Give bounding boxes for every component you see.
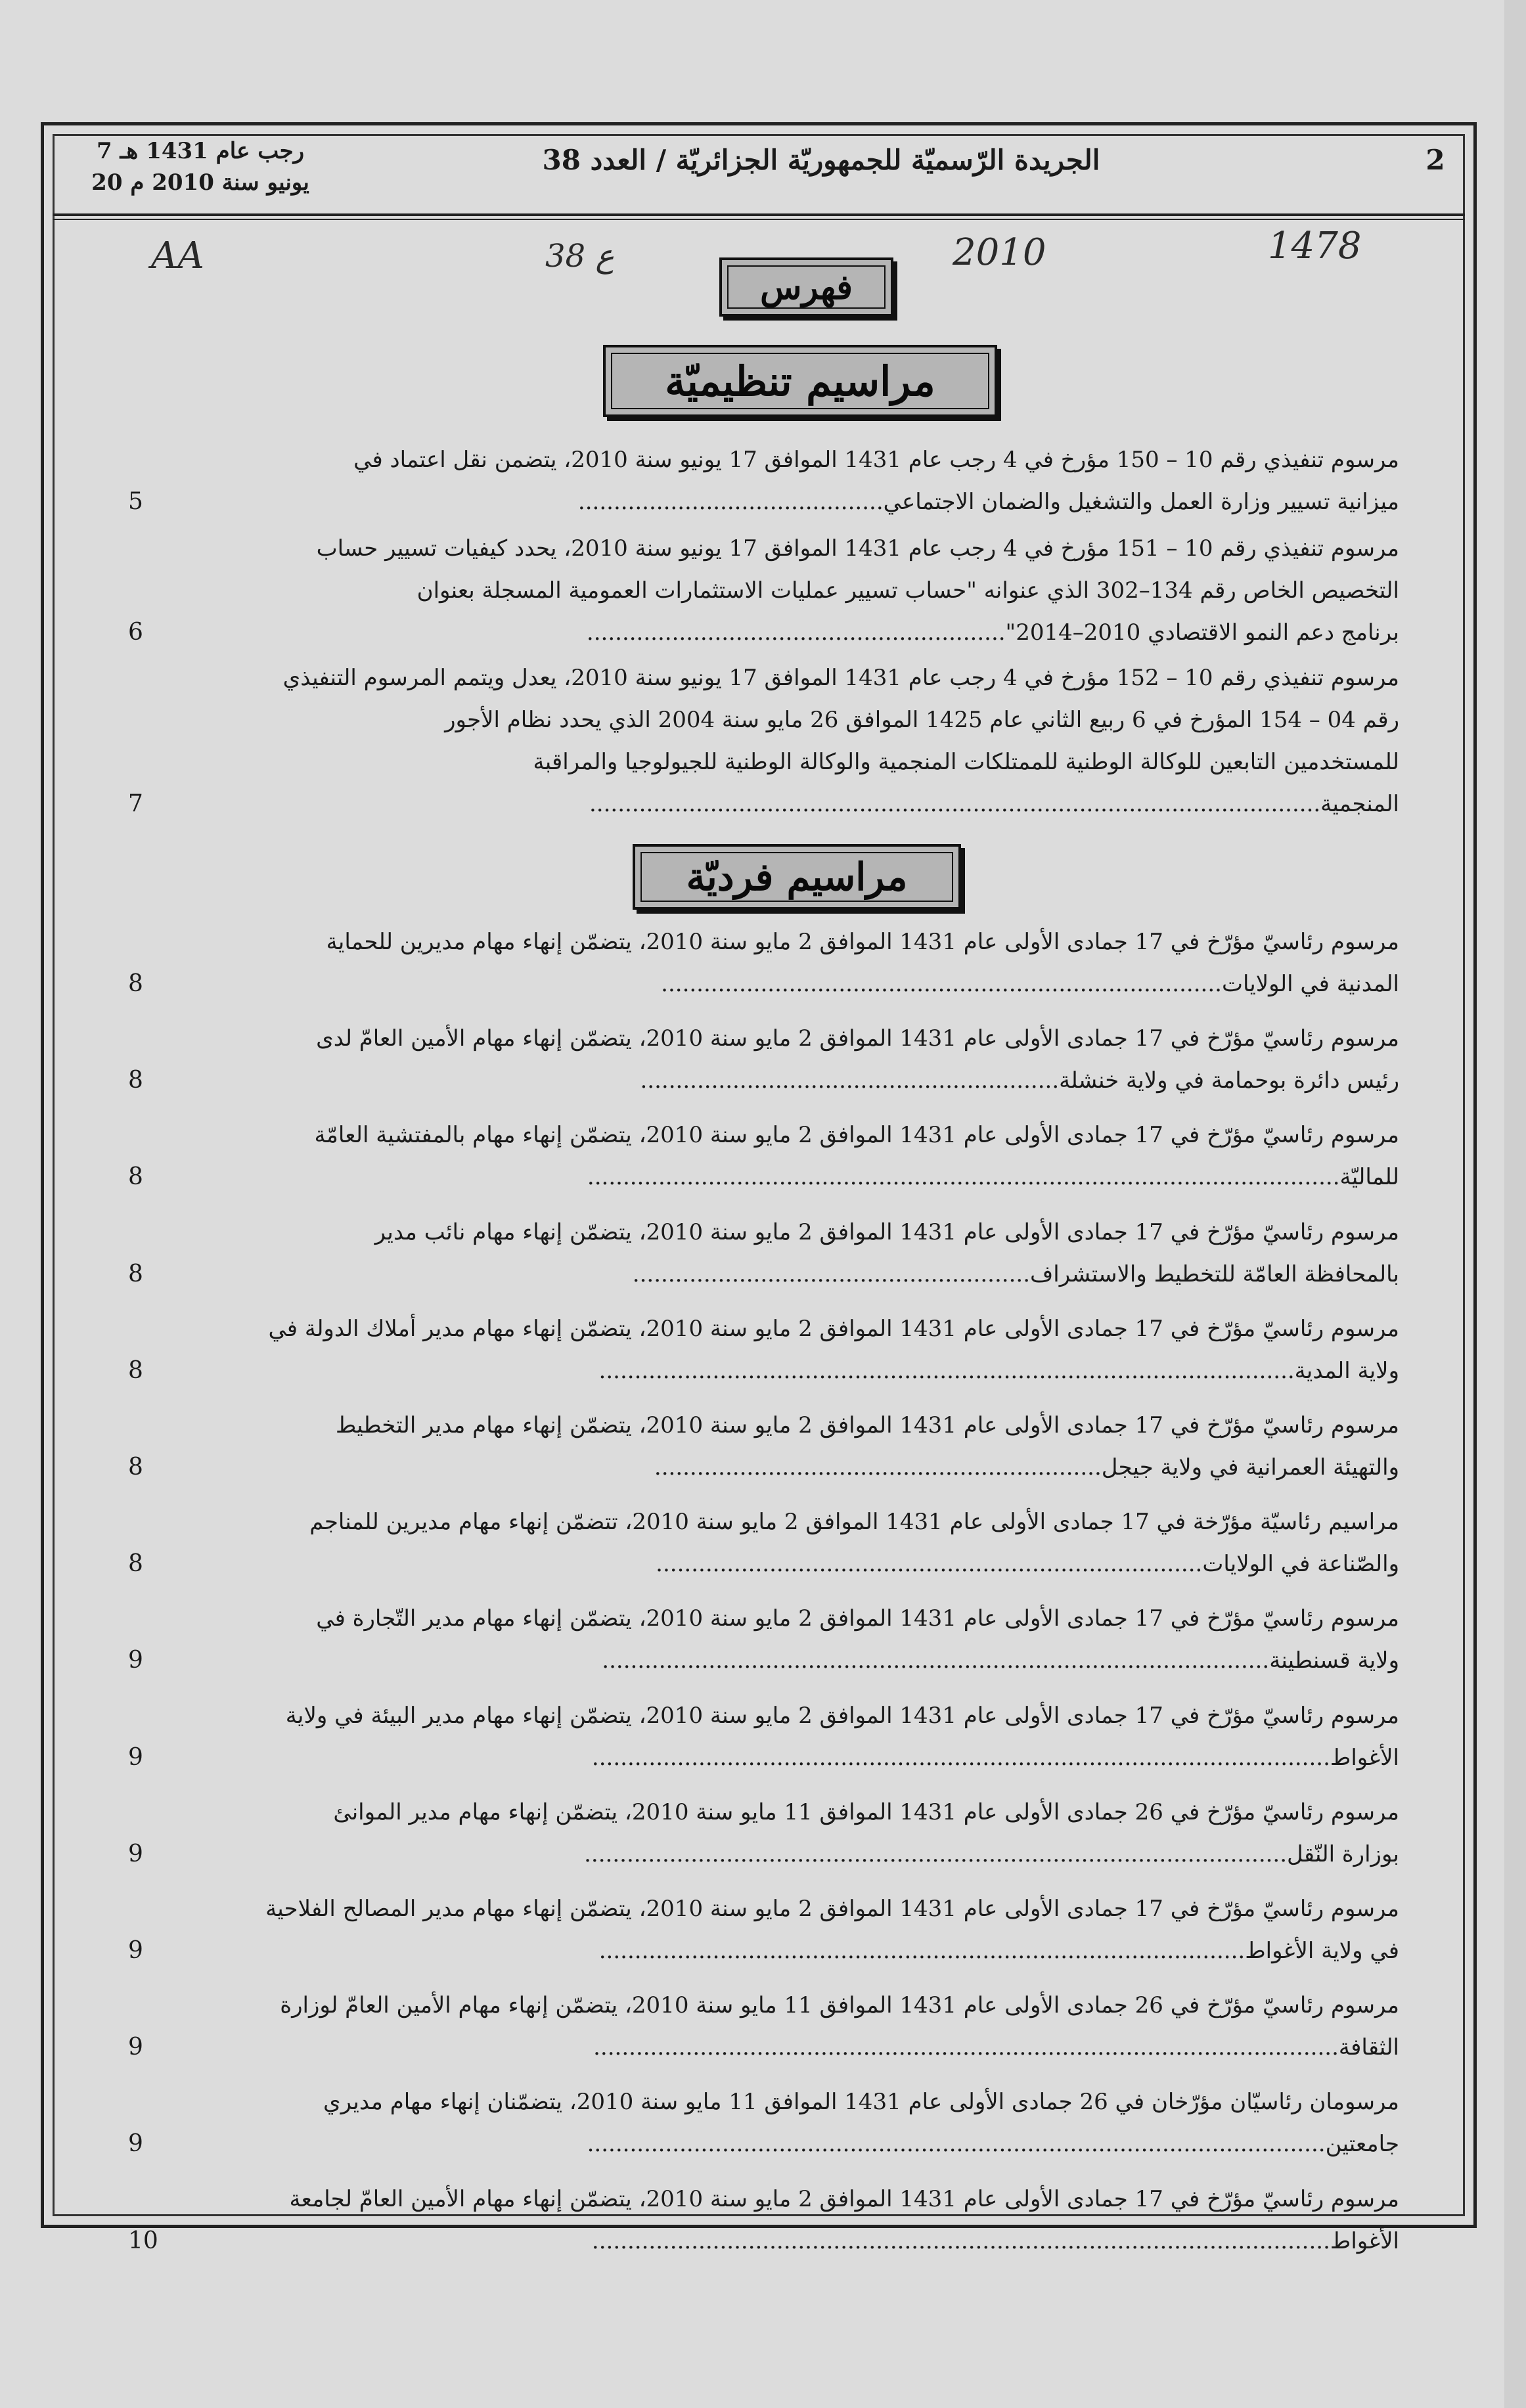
entry-line: رقم 04 – 154 المؤرخ في 6 ربيع الثاني عام 1425 الموافق 26 مايو سنة 2004 الذي يحدد نظام الأجور bbox=[445, 707, 1399, 733]
entry-page-number: 8 bbox=[128, 1067, 143, 1094]
handwritten-note-a: AA bbox=[151, 234, 204, 277]
gazette-title: الجريدة الرّسميّة للجمهوريّة الجزائريّة / العدد 38 bbox=[542, 144, 1100, 176]
entry-page-number: 10 bbox=[128, 2227, 158, 2254]
entry-line: ميزانية تسيير وزارة العمل والتشغيل والضمان الاجتماعي........................................... bbox=[577, 489, 1399, 515]
entry-page-number: 6 bbox=[128, 619, 143, 646]
index-entry bbox=[164, 2178, 1399, 2262]
entry-page-number: 7 bbox=[128, 790, 143, 817]
entry-page-number: 9 bbox=[128, 1744, 143, 1771]
handwritten-note-d: 1478 bbox=[1268, 225, 1362, 267]
entry-line: مرسومان رئاسيّان مؤرّخان في 26 جمادى الأولى عام 1431 الموافق 11 مايو سنة 2010، يتضمّنان إنهاء مهام مديري bbox=[323, 2089, 1399, 2115]
entry-line: مرسوم رئاسيّ مؤرّخ في 26 جمادى الأولى عام 1431 الموافق 11 مايو سنة 2010، يتضمّن إنهاء مهام الأمين العامّ لوزارة bbox=[280, 1992, 1399, 2018]
entry-page-number: 9 bbox=[128, 1937, 143, 1964]
index-entry bbox=[164, 1404, 1399, 1488]
section-title-box-regulatory bbox=[603, 345, 997, 417]
index-entry bbox=[164, 921, 1399, 1005]
entry-page-number: 8 bbox=[128, 1454, 143, 1481]
index-title-box bbox=[719, 257, 893, 317]
header-dates bbox=[62, 135, 338, 198]
entry-line: التخصيص الخاص رقم 134–302 الذي عنوانه "حساب تسيير عمليات الاستثمارات العمومية المسجلة بعنوان bbox=[416, 577, 1399, 604]
entry-page-number: 5 bbox=[128, 488, 143, 515]
index-entry bbox=[164, 1211, 1399, 1295]
index-entry bbox=[164, 657, 1399, 825]
entry-line: مرسوم رئاسيّ مؤرّخ في 17 جمادى الأولى عام 1431 الموافق 2 مايو سنة 2010، يتضمّن إنهاء مهام مدير البيئة في ولاية bbox=[285, 1703, 1399, 1729]
entry-line: للماليّة.......................................................................................................... bbox=[587, 1164, 1399, 1190]
entry-page-number: 8 bbox=[128, 1550, 143, 1577]
entry-line: الأغواط........................................................................................................ bbox=[591, 2228, 1399, 2254]
entry-line: المدنية في الولايات............................................................................... bbox=[661, 971, 1399, 997]
entry-line: والصّناعة في الولايات............................................................................. bbox=[656, 1551, 1399, 1577]
entry-line: مرسوم رئاسيّ مؤرّخ في 17 جمادى الأولى عام 1431 الموافق 2 مايو سنة 2010، يتضمّن إنهاء مهام مدير المصالح الفلاحية bbox=[265, 1896, 1399, 1922]
entry-line: مرسوم تنفيذي رقم 10 – 151 مؤرخ في 4 رجب عام 1431 الموافق 17 يونيو سنة 2010، يحدد كيفيات تسيير حساب bbox=[316, 535, 1399, 562]
entry-page-number: 9 bbox=[128, 1647, 143, 1674]
entry-line: والتهيئة العمرانية في ولاية جيجل............................................................... bbox=[654, 1454, 1399, 1481]
scan-edge bbox=[1504, 0, 1526, 2408]
entry-page-number: 8 bbox=[128, 970, 143, 997]
entry-page-number: 8 bbox=[128, 1260, 143, 1287]
page-number: 2 bbox=[1425, 144, 1445, 176]
entry-line: في ولاية الأغواط........................................................................................... bbox=[598, 1938, 1399, 1964]
index-entry bbox=[164, 1888, 1399, 1972]
section-title-box-individual bbox=[633, 844, 961, 910]
index-entry bbox=[164, 1308, 1399, 1392]
index-entry bbox=[164, 1597, 1399, 1682]
entry-line: المنجمية....................................................................................................... bbox=[589, 791, 1399, 817]
index-entry bbox=[164, 439, 1399, 523]
index-entry bbox=[164, 1984, 1399, 2068]
index-entry bbox=[164, 1114, 1399, 1198]
entry-line: جامعتين........................................................................................................ bbox=[587, 2131, 1399, 2157]
entry-line: رئيس دائرة بوحمامة في ولاية خنشلة........................................................... bbox=[640, 1067, 1399, 1094]
entry-line: مرسوم رئاسيّ مؤرّخ في 17 جمادى الأولى عام 1431 الموافق 2 مايو سنة 2010، يتضمّن إنهاء مهام مدير التّجارة في bbox=[316, 1605, 1399, 1632]
entry-line: مرسوم تنفيذي رقم 10 – 150 مؤرخ في 4 رجب عام 1431 الموافق 17 يونيو سنة 2010، يتضمن نقل اعتماد في bbox=[353, 447, 1399, 473]
entry-line: الثقافة......................................................................................................... bbox=[593, 2034, 1399, 2061]
entry-line: برنامج دعم النمو الاقتصادي 2010–2014"........................................................... bbox=[586, 619, 1399, 646]
entry-line: مرسوم رئاسيّ مؤرّخ في 17 جمادى الأولى عام 1431 الموافق 2 مايو سنة 2010، يتضمّن إنهاء مهام بالمفتشية العامّة bbox=[314, 1122, 1399, 1148]
index-entry bbox=[164, 2081, 1399, 2165]
entry-page-number: 8 bbox=[128, 1163, 143, 1190]
section-title-regulatory: مراسيم تنظيميّة bbox=[665, 357, 935, 405]
entry-line: مرسوم رئاسيّ مؤرّخ في 17 جمادى الأولى عام 1431 الموافق 2 مايو سنة 2010، يتضمّن إنهاء مهام مدير التخطيط bbox=[335, 1412, 1399, 1438]
entry-page-number: 8 bbox=[128, 1357, 143, 1384]
index-entry bbox=[164, 527, 1399, 654]
entry-line: للمستخدمين التابعين للوكالة الوطنية للممتلكات المنجمية والوكالة الوطنية للجيولوجيا والمراقبة bbox=[533, 749, 1399, 775]
index-title: فهرس bbox=[760, 267, 853, 307]
handwritten-note-b: 38 ع bbox=[545, 238, 614, 275]
entry-line: بوزارة النّقل................................................................................................... bbox=[584, 1841, 1399, 1867]
index-entry bbox=[164, 1791, 1399, 1875]
index-entry bbox=[164, 1017, 1399, 1102]
hijri-date: 7 رجب عام 1431 هـ bbox=[96, 138, 305, 164]
entry-line: ولاية قسنطينة.............................................................................................. bbox=[602, 1647, 1399, 1674]
header-separator-thin bbox=[53, 219, 1465, 220]
entry-line: بالمحافظة العامّة للتخطيط والاستشراف........................................................ bbox=[632, 1261, 1399, 1287]
entry-line: مرسوم رئاسيّ مؤرّخ في 17 جمادى الأولى عام 1431 الموافق 2 مايو سنة 2010، يتضمّن إنهاء مهام الأمين العامّ لدى bbox=[316, 1025, 1399, 1052]
entry-line: مرسوم رئاسيّ مؤرّخ في 26 جمادى الأولى عام 1431 الموافق 11 مايو سنة 2010، يتضمّن إنهاء مهام مدير الموانئ bbox=[333, 1799, 1399, 1825]
entry-page-number: 9 bbox=[128, 2034, 143, 2061]
entry-line: الأغواط........................................................................................................ bbox=[591, 1745, 1399, 1771]
index-entry bbox=[164, 1501, 1399, 1585]
index-entry bbox=[164, 1695, 1399, 1779]
section-title-individual: مراسيم فرديّة bbox=[686, 855, 908, 899]
entry-page-number: 9 bbox=[128, 1840, 143, 1867]
entry-line: مرسوم رئاسيّ مؤرّخ في 17 جمادى الأولى عام 1431 الموافق 2 مايو سنة 2010، يتضمّن إنهاء مهام الأمين العامّ لجامعة bbox=[289, 2186, 1399, 2212]
entry-line: ولاية المدية.................................................................................................. bbox=[598, 1358, 1399, 1384]
entry-line: مرسوم تنفيذي رقم 10 – 152 مؤرخ في 4 رجب عام 1431 الموافق 17 يونيو سنة 2010، يعدل ويتمم المرسوم التنفيذي bbox=[282, 665, 1399, 691]
gregorian-date: 20 يونيو سنة 2010 م bbox=[91, 169, 309, 196]
entry-line: مرسوم رئاسيّ مؤرّخ في 17 جمادى الأولى عام 1431 الموافق 2 مايو سنة 2010، يتضمّن إنهاء مهام مديرين للحماية bbox=[326, 929, 1399, 955]
entry-line: مرسوم رئاسيّ مؤرّخ في 17 جمادى الأولى عام 1431 الموافق 2 مايو سنة 2010، يتضمّن إنهاء مهام مدير أملاك الدولة في bbox=[268, 1316, 1399, 1342]
entry-line: مراسيم رئاسيّة مؤرّخة في 17 جمادى الأولى عام 1431 الموافق 2 مايو سنة 2010، تتضمّن إنهاء مهام مديرين للمناجم bbox=[309, 1509, 1399, 1535]
header-separator bbox=[53, 213, 1465, 216]
handwritten-note-c: 2010 bbox=[953, 231, 1046, 274]
entry-page-number: 9 bbox=[128, 2130, 143, 2157]
entry-line: مرسوم رئاسيّ مؤرّخ في 17 جمادى الأولى عام 1431 الموافق 2 مايو سنة 2010، يتضمّن إنهاء مهام نائب مدير bbox=[374, 1219, 1399, 1245]
